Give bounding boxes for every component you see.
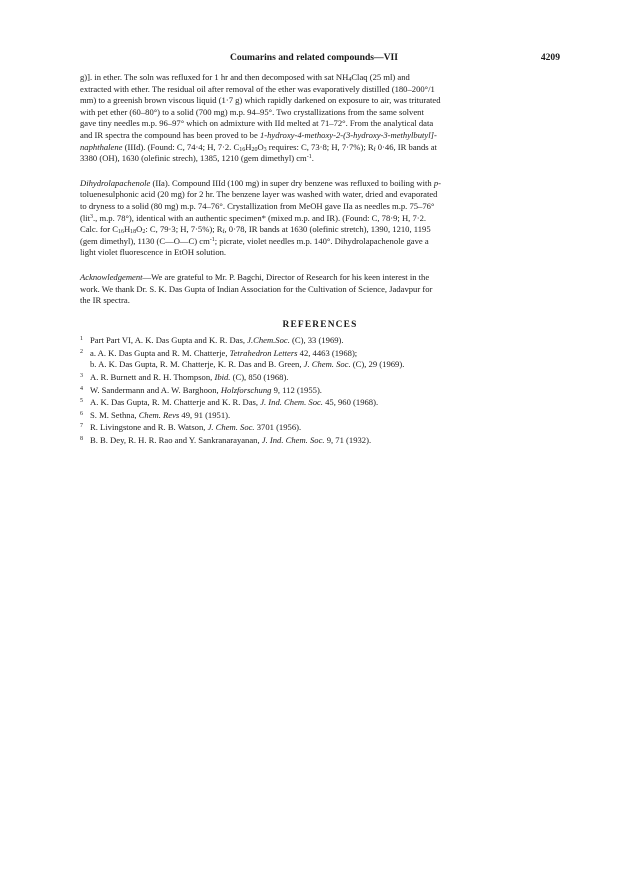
acknowledgement-heading: Acknowledgement (80, 271, 143, 282)
reference-item: 2 a. A. K. Das Gupta and R. M. Chatterje, Tetrahedron Letters 42, 4463 (1968); (80, 347, 358, 358)
reference-item: 3 A. R. Burnett and R. H. Thompson, Ibid. (C), 850 (1968). (80, 372, 289, 383)
references-heading: REFERENCES (282, 319, 358, 330)
acknowledgement: Acknowledgement—We are grateful to Mr. P. Bagchi, Director of Research for his keen interest in the work. We thank Dr. S. K. Das Gupta of Indian Association for the Cultivation of Science, Jadavpur for the IR spectra. (80, 271, 433, 306)
experimental-paragraph-2: Dihydrolapachenole (IIa). Compound IIId (100 mg) in super dry benzene was refluxed to boiling with p- toluenesulphonic acid (20 mg) for 2 hr. The benzene layer was washed with water, dried and evaporated to dryness to a solid (80 mg) m.p. 74–76°. Crystallization from MeOH gave IIa as needles m.p. 75–76° (lit$^3$., m.p. 78°), identical with an authentic specimen* (mixed m.p. and IR). (Found: C, 78·9; H, 7·2. Calc. for $C_{16}H_{18}O_2$: C, 79·3; H, 7·5%); $R_f$, 0·78, IR bands at 1630 (olefinic stretch), 1390, 1210, 1195 (gem dimethyl), 1130 (C—O—C) $cm^{-1}$; picrate, violet needles m.p. 140°. Dihydrolapachenole gave a light violet fluorescence in EtOH solution. (80, 177, 442, 258)
reference-item: b. A. K. Das Gupta, R. M. Chatterje, K. R. Das and B. Green, J. Chem. Soc. (C), 29 (1969). (90, 359, 405, 370)
reference-item: 1 Part Part VI, A. K. Das Gupta and K. R. Das, J.Chem.Soc. (C), 33 (1969). (80, 335, 344, 346)
reference-item: 4 W. Sandermann and A. W. Barghoon, Holzforschung 9, 112 (1955). (80, 384, 322, 395)
article-body (80, 72, 560, 447)
reference-item: 5 A. K. Das Gupta, R. M. Chatterje and K. R. Das, J. Ind. Chem. Soc. 45, 960 (1968). (80, 397, 379, 408)
reference-item: 8 B. B. Dey, R. H. R. Rao and Y. Sankranarayanan, J. Ind. Chem. Soc. 9, 71 (1932). (80, 435, 372, 446)
reference-item: 6 S. M. Sethna, Chem. Revs 49, 91 (1951). (80, 409, 231, 420)
compound-heading: Dihydrolapachenole (80, 177, 151, 188)
reference-list (80, 334, 560, 446)
experimental-paragraph-1: g)]. in ether. The soln was refluxed for 1 hr and then decomposed with sat $NH_4Claq$ (25 ml) and extracted with ether. The residual oil after removal of the ether was evaporatively distilled (180–200°/1 mm) to a greenish brown viscous liquid (1·7 g) which rapidly darkened on exposure to air, was triturated with pet ether (60–80°) to a solid (700 mg) m.p. 94–95°. Two crystallizations from the same solvent gave tiny needles m.p. 96–97° which on admixture with IId melted at 71–72°. From the analytical data and IR spectra the compound has been proved to be 1-hydroxy-4-methoxy-2-(3-hydroxy-3-methylbutyl]- naphthalene (IIId). (Found: C, 74·4; H, 7·2. $C_{16}H_{20}O_3$ requires: C, 73·8; H, 7·7%); $R_f$ 0·46, IR bands at 3380 (OH), 1630 (olefinic strech), 1385, 1210 (gem dimethyl) $cm^{-1}$. (80, 72, 441, 164)
reference-item: 7 R. Livingstone and R. B. Watson, J. Chem. Soc. 3701 (1956). (80, 422, 302, 433)
running-title: Coumarins and related compounds—VII (230, 52, 399, 63)
page-number: 4209 (540, 52, 560, 63)
